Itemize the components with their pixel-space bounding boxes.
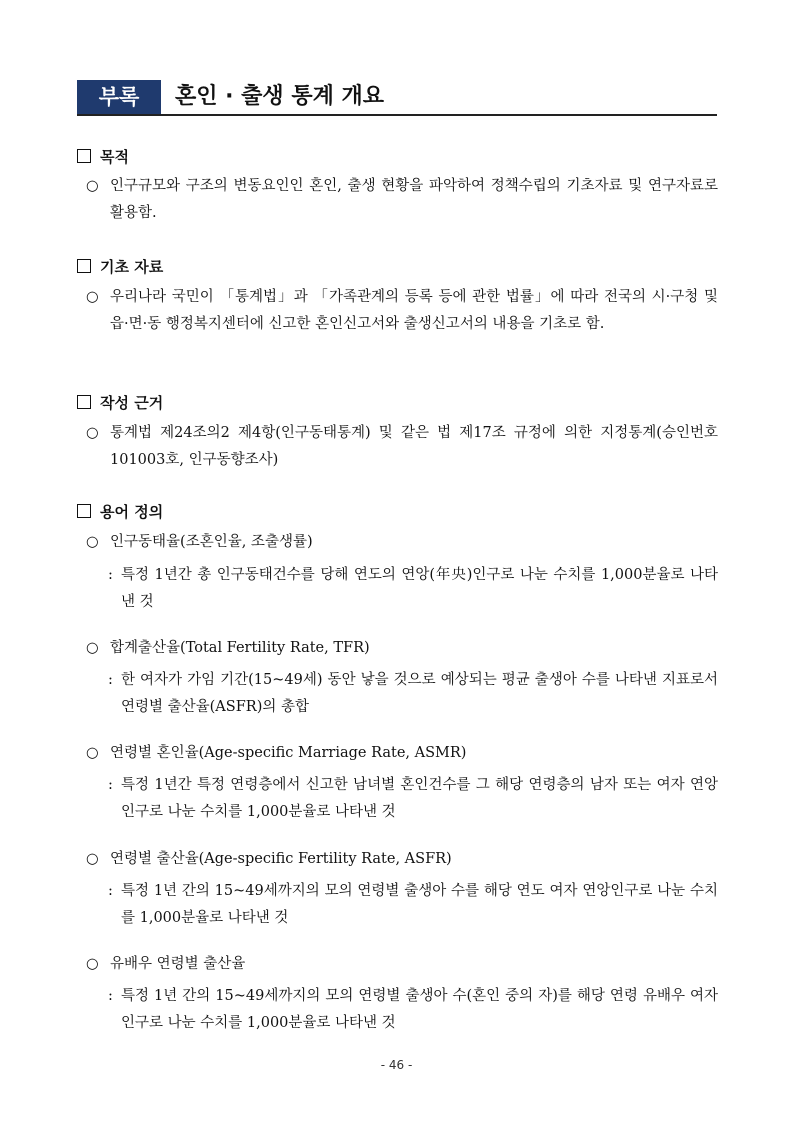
legal-basis-paragraph (86, 420, 718, 474)
term-name: 유배우 연령별 출산율 (110, 956, 246, 972)
definition-text: 특정 1년 간의 15~49세까지의 모의 연령별 출생아 수를 해당 연도 여자 연앙인구로 나눈 수치를 1,000분율로 나타낸 것 (121, 883, 718, 926)
term-definition (108, 878, 718, 932)
colon-mark: : (108, 883, 113, 899)
checkbox-square-icon (77, 504, 91, 518)
term-item (86, 635, 370, 662)
circle-bullet-icon: ○ (86, 851, 99, 867)
colon-mark: : (108, 777, 113, 793)
section-heading-basic-data: 기초 자료 (77, 257, 163, 277)
term-name: 합계출산율(Total Fertility Rate, TFR) (110, 640, 370, 656)
definition-text: 특정 1년간 특정 연령층에서 신고한 남녀별 혼인건수를 그 해당 연령층의 남자 또는 여자 연앙인구로 나눈 수치를 1,000분율로 나타낸 것 (121, 777, 718, 820)
term-item (86, 740, 466, 767)
page-header (77, 80, 717, 114)
purpose-text: 인구규모와 구조의 변동요인인 혼인, 출생 현황을 파악하여 정책수립의 기초자료 및 연구자료로 활용함. (110, 178, 718, 221)
definition-text: 특정 1년 간의 15~49세까지의 모의 연령별 출생아 수(혼인 중의 자)를 해당 연령 유배우 여자 인구로 나눈 수치를 1,000분율로 나타낸 것 (121, 988, 718, 1031)
basic-data-text: 우리나라 국민이 「통계법」과 「가족관계의 등록 등에 관한 법률」에 따라 전국의 시·구청 및 읍·면·동 행정복지센터에 신고한 혼인신고서와 출생신고서의 내용을 기초로 함. (110, 289, 718, 332)
circle-bullet-icon: ○ (86, 289, 99, 305)
section-heading-definitions: 용어 정의 (77, 502, 163, 522)
section-heading-legal-basis: 작성 근거 (77, 393, 163, 413)
checkbox-square-icon (77, 259, 91, 273)
title-underline (77, 114, 717, 116)
term-name: 인구동태율(조혼인율, 조출생률) (110, 534, 313, 550)
definition-text: 한 여자가 가임 기간(15~49세) 동안 낳을 것으로 예상되는 평균 출생아 수를 나타낸 지표로서 연령별 출산율(ASFR)의 총합 (121, 672, 718, 715)
colon-mark: : (108, 672, 113, 688)
term-definition (108, 772, 718, 826)
term-item (86, 951, 245, 978)
circle-bullet-icon: ○ (86, 956, 99, 972)
colon-mark: : (108, 988, 113, 1004)
checkbox-square-icon (77, 395, 91, 409)
term-name: 연령별 출산율(Age-specific Fertility Rate, ASFR) (110, 851, 452, 867)
term-definition (108, 667, 718, 721)
term-name: 연령별 혼인율(Age-specific Marriage Rate, ASMR) (110, 745, 467, 761)
basic-data-paragraph (86, 284, 718, 338)
page-title: 혼인 · 출생 통계 개요 (175, 84, 385, 109)
checkbox-square-icon (77, 149, 91, 163)
circle-bullet-icon: ○ (86, 178, 99, 194)
page-number: - 46 - (380, 1058, 413, 1072)
legal-basis-text: 통계법 제24조의2 제4항(인구동태통계) 및 같은 법 제17조 규정에 의한 지정통계(승인번호 101003호, 인구동향조사) (110, 425, 718, 468)
section-heading-purpose: 목적 (77, 147, 129, 167)
definition-text: 특정 1년간 총 인구동태건수를 당해 연도의 연앙(年央)인구로 나눈 수치를 1,000분율로 나타낸 것 (121, 567, 718, 610)
circle-bullet-icon: ○ (86, 534, 99, 550)
term-item (86, 529, 313, 556)
appendix-tag: 부록 (77, 80, 161, 114)
circle-bullet-icon: ○ (86, 745, 99, 761)
colon-mark: : (108, 567, 113, 583)
circle-bullet-icon: ○ (86, 425, 99, 441)
term-definition (108, 562, 718, 616)
purpose-paragraph (86, 173, 718, 227)
circle-bullet-icon: ○ (86, 640, 99, 656)
term-definition (108, 983, 718, 1037)
term-item (86, 846, 452, 873)
